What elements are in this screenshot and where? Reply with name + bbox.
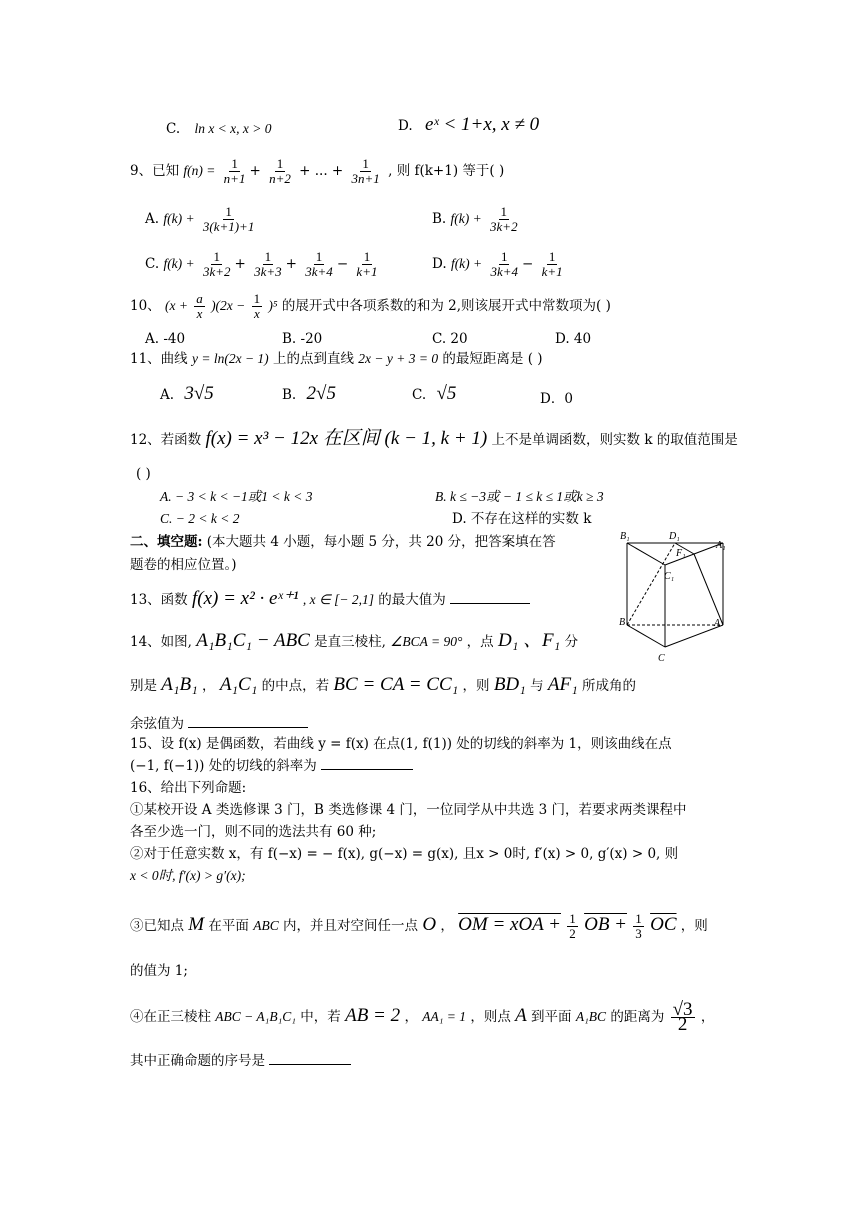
q16-p3-abc: ABC [253, 918, 279, 933]
q13-stem-a: 13、函数 [130, 592, 188, 608]
q11-a-val: 3√5 [184, 383, 214, 404]
q14-l2b: 的中点，若 [261, 678, 330, 694]
q14-bd1: BD₁ [493, 674, 526, 695]
q13-stem [130, 590, 530, 609]
q16-p4f: 的距离为 [610, 1009, 665, 1025]
q14-l1d: 分 [564, 634, 579, 650]
q16-p4d: ，则点 [470, 1009, 511, 1025]
q15-line2 [130, 757, 413, 775]
q14-points: D₁ 、F₁ [497, 630, 561, 651]
q16-p3d: ， [440, 918, 454, 934]
q16-p4-prism: ABC − A₁B₁C₁ [215, 1009, 296, 1024]
section2-desc1: (本大题共 4 小题，每小题 5 分，共 20 分，把答案填在答 [206, 534, 556, 550]
q9-stem: 9、已知 f(n) = $\frac{1}{n+1}$ + $\frac{1}{n+2}$ + ... + $\frac{1}{3n+1}$ , 则 f(k+1) 等于( ) [130, 156, 505, 186]
q12-option-c: C. − 2 < k < 2 [160, 511, 240, 526]
q11-c-label: C. [412, 387, 427, 403]
q14-sep: ， [202, 678, 216, 694]
q10-stem-text: 的展开式中各项系数的和为 2,则该展开式中常数项为( ) [281, 298, 611, 314]
q12-stem [130, 430, 738, 449]
q9-d-frac1: $\frac{1}{3k+4}$ [490, 249, 518, 279]
q11-option-b [282, 385, 336, 404]
q9-term2: $\frac{1}{n+2}$ [269, 156, 291, 186]
q16-end-text: 其中正确命题的序号是 [130, 1053, 265, 1069]
q9-d-label: D. [432, 256, 447, 272]
q9-option-b [432, 205, 522, 234]
q10-expr-a: (x + [164, 298, 188, 313]
q11-stem-b: 上的点到直线 [272, 351, 354, 367]
q12-paren: ( ) [136, 466, 151, 482]
q16-p4b: 中，若 [300, 1009, 341, 1025]
q9-fx: f(n) = [183, 163, 216, 178]
q14-line2 [130, 676, 636, 695]
q9-option-a [145, 205, 258, 234]
q11-b-val: 2√5 [306, 383, 336, 404]
q16-p3b: 在平面 [208, 918, 249, 934]
q16-p1b: 各至少选一门，则不同的选法共有 60 种; [130, 824, 377, 840]
q16-p3-o: O [422, 914, 437, 935]
q16-p4 [130, 999, 715, 1035]
q16-p4-ab: AB = 2 [345, 1005, 401, 1026]
q12-option-b: B. k ≤ −3或 − 1 ≤ k ≤ 1或k ≥ 3 [435, 489, 604, 504]
q9-suffix: , 则 f(k+1) 等于( ) [388, 163, 505, 179]
q14-seg1: A₁B₁ [161, 674, 198, 695]
section2-title: 二、填空题: [130, 534, 203, 550]
q14-prism: A₁B₁C₁ − ABC [196, 630, 310, 651]
q10-frac-b: $\frac{1}{x}$ [253, 291, 261, 321]
q9-c-frac3: $\frac{1}{3k+4}$ [305, 249, 333, 279]
q11-stem [130, 350, 543, 368]
q16-p3-m: M [188, 914, 205, 935]
segment-b-d1 [627, 543, 675, 625]
q16-p2b: x < 0时, f′(x) > g′(x); [130, 868, 246, 883]
q9-b-frac: $\frac{1}{3k+2}$ [490, 204, 518, 234]
q9-option-c: C. f(k) + $\frac{1}{3k+2}$ + $\frac{1}{3k+3}$ + $\frac{1}{3k+4}$ − $\frac{1}{k+1}$ [145, 249, 378, 279]
q9-prefix: 9、已知 [130, 163, 180, 179]
q14-l2a: 别是 [130, 678, 157, 694]
q16-end [130, 1052, 351, 1070]
q14-l3: 余弦值为 [130, 716, 184, 732]
q9-c-frac2: $\frac{1}{3k+3}$ [254, 249, 282, 279]
q14-af1: AF₁ [547, 674, 578, 695]
q8-c-expr: ln x < x, x > 0 [194, 121, 272, 136]
label-d1: D₁ [669, 531, 680, 542]
q12-option-a: A. − 3 < k < −1或1 < k < 3 [160, 489, 313, 504]
q14-line3 [130, 715, 308, 733]
q16-answer-blank[interactable] [269, 1052, 351, 1065]
q16-p3-tail: ，则 [680, 918, 708, 934]
q9-b-pre: f(k) + [450, 211, 482, 226]
label-f1: F₁ [676, 548, 686, 559]
q9-d-frac2: $\frac{1}{k+1}$ [541, 249, 563, 279]
q15-line1: 15、设 f(x) 是偶函数，若曲线 y = f(x) 在点(1, f(1)) 处的切线的斜率为 1，则该曲线在点 [130, 736, 672, 752]
section2-header [130, 533, 556, 551]
q14-l1b: 是直三棱柱, [314, 634, 386, 650]
q16-p3-vec: OM = xOA + [458, 914, 561, 935]
q9-c-pre: f(k) + [163, 256, 195, 271]
q10-frac-a: $\frac{a}{x}$ [196, 291, 203, 321]
q10-option-c: C. 20 [432, 331, 468, 347]
section2-desc2: 题卷的相应位置。) [130, 557, 237, 573]
q16-p3-frac1: $\frac{1}{2}$ [569, 911, 576, 941]
q16-p3-end: $\overline{OC}$ [650, 914, 677, 935]
q11-option-a [160, 385, 214, 404]
q16-p3a: ③已知点 [130, 918, 184, 934]
q11-stem-a: 11、曲线 [130, 351, 188, 367]
q9-d-pre: f(k) + [450, 256, 483, 271]
q10-num: 10、 [130, 298, 161, 314]
q8-option-c [166, 120, 272, 138]
q9-c-label: C. [145, 256, 160, 272]
q14-angle: ∠BCA = 90° [390, 634, 463, 649]
q8-option-d [398, 116, 539, 135]
label-a1: A₁ [716, 540, 726, 551]
q10-option-d: D. 40 [555, 331, 592, 347]
q9-a-pre: f(k) + [163, 211, 195, 226]
q14-seg2: A₁C₁ [219, 674, 258, 695]
q9-option-d: D. f(k) + $\frac{1}{3k+4}$ − $\frac{1}{k+1}$ [432, 249, 563, 279]
q16-p3c: 内，并且对空间任一点 [283, 918, 419, 934]
segment-a-f1 [694, 554, 723, 625]
q8-c-label: C. [166, 121, 181, 137]
q16-p1a: ①某校开设 A 类选修课 3 门，B 类选修课 4 门，一位同学从中共选 3 门，若要求两类课程中 [130, 802, 687, 818]
q16-p2a: ②对于任意实数 x，有 f(−x) = − f(x), g(−x) = g(x), 且x > 0时, f′(x) > 0, g′(x) > 0, 则 [130, 846, 679, 862]
q16-p3-mid: OB + [584, 914, 627, 935]
q16-p3 [130, 912, 708, 941]
label-b1: B₁ [620, 531, 630, 542]
q14-cond: BC = CA = CC₁ [333, 674, 459, 695]
q10-expr-b: )(2x − [211, 298, 246, 313]
q9-a-frac: $\frac{1}{3(k+1)+1}$ [202, 204, 255, 234]
label-a: A [714, 618, 721, 629]
label-c1: C₁ [664, 571, 675, 582]
q12-stem-a: 12、若函数 [130, 432, 202, 448]
q9-a-label: A. [145, 211, 160, 227]
q11-b-label: B. [282, 387, 297, 403]
q9-dots: + ... + [299, 163, 344, 179]
q14-l1a: 14、如图, [130, 634, 192, 650]
q13-answer-blank[interactable] [450, 591, 530, 604]
q16-p4a: ④在正三棱柱 [130, 1009, 211, 1025]
q13-domain: , x ∈ [− 2,1] [302, 592, 374, 607]
q9-term1: $\frac{1}{n+1}$ [223, 156, 246, 186]
q14-l2e: 所成角的 [581, 678, 636, 694]
q15-l2: (−1, f(−1)) 处的切线的斜率为 [130, 758, 317, 774]
q14-l2c: ，则 [462, 678, 490, 694]
q11-curve: y = ln(2x − 1) [191, 351, 269, 366]
q9-c-frac4: $\frac{1}{k+1}$ [356, 249, 378, 279]
edge-b1-c1 [627, 543, 665, 565]
q8-d-label: D. [398, 118, 413, 134]
label-c: C [658, 653, 665, 664]
q16-p4-aa: AA₁ = 1 [422, 1009, 467, 1024]
q11-c-val: √5 [436, 383, 457, 404]
q16-p3-line2: 的值为 1; [130, 963, 188, 979]
q14-answer-blank[interactable] [188, 715, 308, 728]
q16-p4-frac: $\frac{√3}{2}$ [672, 999, 693, 1035]
q11-option-d: D．0 [540, 391, 573, 407]
edge-b-c [627, 625, 665, 647]
q16-p4c: ， [404, 1009, 418, 1025]
label-b: B [619, 617, 626, 628]
q9-term3: $\frac{1}{3n+1}$ [351, 156, 380, 186]
q11-line: 2x − y + 3 = 0 [358, 351, 439, 366]
q15-answer-blank[interactable] [321, 757, 413, 770]
q13-stem-b: 的最大值为 [378, 592, 446, 608]
q13-func: f(x) = x² · eˣ⁺¹ [191, 588, 299, 609]
q16-p4e: 到平面 [531, 1009, 572, 1025]
q10-option-b: B. -20 [282, 331, 323, 347]
q10-stem [130, 292, 611, 321]
q16-p4-plane: A₁BC [575, 1009, 607, 1024]
q12-func: f(x) = x³ − 12x 在区间 (k − 1, k + 1) [205, 428, 488, 449]
q10-option-a: A. -40 [145, 331, 186, 347]
q12-stem-b: 上不是单调函数，则实数 k 的取值范围是 [491, 432, 738, 448]
q12-option-d: D. 不存在这样的实数 k [452, 511, 592, 527]
q14-l1c: ，点 [466, 634, 494, 650]
q16-p3-frac2: $\frac{1}{3}$ [635, 911, 642, 941]
q11-option-c [412, 385, 456, 404]
q11-a-label: A. [160, 387, 175, 403]
q16-p4-a: A [515, 1005, 527, 1026]
q11-stem-c: 的最短距离是 ( ) [442, 351, 543, 367]
prism-figure [615, 525, 740, 665]
q8-d-expr: eˣ < 1+x, x ≠ 0 [424, 114, 540, 135]
q9-b-label: B. [432, 211, 447, 227]
q10-expr-c: )⁵ [268, 298, 278, 313]
q16-p4g: ， [700, 1009, 715, 1025]
q14-l2d: 与 [530, 678, 544, 694]
q9-c-frac1: $\frac{1}{3k+2}$ [202, 249, 231, 279]
q16-title: 16、给出下列命题: [130, 780, 247, 796]
q14-line1 [130, 632, 578, 651]
